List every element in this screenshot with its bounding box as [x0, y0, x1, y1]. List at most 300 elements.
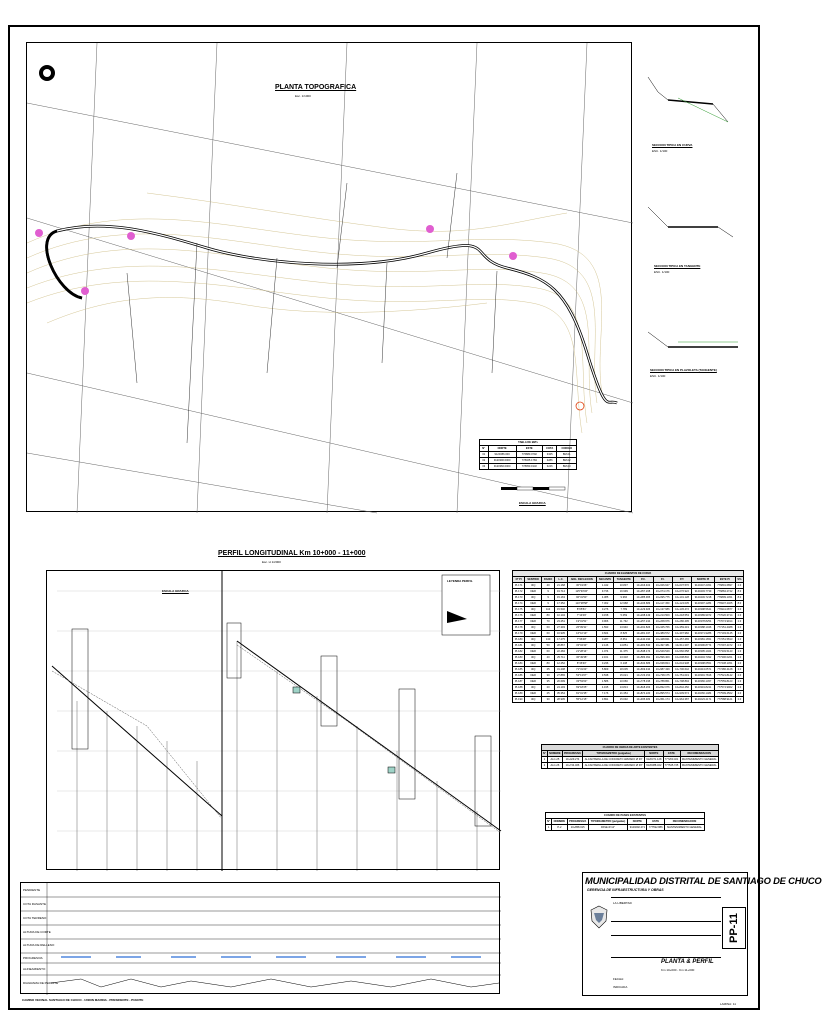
table-cell: 9120403.7739 [692, 589, 715, 595]
table-cell: 776884.2742 [714, 589, 735, 595]
table-cell: 10+137.686 [653, 607, 672, 613]
table-cell: DER [525, 601, 542, 607]
table-cell: 10+788.861 [653, 679, 672, 685]
table-cell: 9120371.128 [646, 758, 662, 761]
band-label: DIAGRAMA DE PERALTE [23, 981, 59, 985]
column-header: TIPO/DIAMETRO (pulgadas) [583, 751, 645, 757]
gerencia-name: GERENCIA DE INFRAESTRUCTURA Y OBRAS [587, 888, 664, 892]
table-cell: IZQ [525, 595, 542, 601]
column-header: NOMBRE [553, 820, 566, 823]
table-cell: 777559.8123 [714, 679, 735, 685]
section-curve-scale: ESC. 1/100 [652, 149, 668, 153]
table-cell: 11.375 [614, 649, 634, 655]
table-cell: 9120398.6551 [692, 661, 715, 667]
table-cell: 2.0 [735, 667, 743, 673]
table-cell: 125°30'06" [567, 589, 596, 595]
column-header: N° [547, 820, 551, 823]
column-header: NORTE [628, 819, 647, 825]
bands-drawing [21, 883, 501, 995]
table-cell: PASE Ø 12" [588, 825, 628, 831]
table-cell: 10+935.482 [634, 697, 653, 703]
table-cell: 10+596.409 [653, 655, 672, 661]
bm-header: N° [480, 446, 489, 452]
table-cell: 10+257.244 [634, 619, 653, 625]
table-cell: PI-183 [513, 655, 525, 661]
table-cell: 3.538 [596, 673, 614, 679]
table-cell: 0.966 [596, 619, 614, 625]
table-cell: 0.236 [596, 661, 614, 667]
table-cell: PI-187 [513, 679, 525, 685]
table-cell: 35 [542, 679, 555, 685]
table-cell: 1 [546, 825, 552, 831]
table-cell: P-2 [552, 825, 567, 831]
table-cell: IZQ [525, 607, 542, 613]
profile-title: PERFIL LONGITUDINAL Km 10+000 - 11+000 [218, 550, 366, 557]
table-cell: 21.354 [614, 691, 634, 697]
table-cell: 10+497.381 [653, 643, 672, 649]
table-cell: 10+145.472 [672, 607, 691, 613]
column-header: RADIO [542, 577, 555, 583]
table-cell: 10+213.509 [653, 613, 672, 619]
table-cell: 10+909.574 [672, 691, 691, 697]
table-cell: 10+124.035 [672, 601, 691, 607]
table-cell: 2.146 [596, 643, 614, 649]
table-cell: 2.0 [735, 583, 743, 589]
table-cell: 777438.1451 [714, 661, 735, 667]
table-cell: 1.586 [596, 679, 614, 685]
table-cell: 0.287 [596, 637, 614, 643]
table-cell: 21.168 [555, 583, 568, 589]
table-cell: 7.176 [596, 691, 614, 697]
table-cell: 9120319.8241 [692, 685, 715, 691]
table-cell: 776899.1451 [714, 595, 735, 601]
table-cell: 777074.9914 [714, 619, 735, 625]
table-cell: 10+389.572 [653, 631, 672, 637]
table-row: 03 9120360.0000 778950.1932 3246 BM-03 [480, 464, 577, 470]
table-cell: 777260.401 [664, 758, 679, 761]
table-cell: 10+738.175 [653, 673, 672, 679]
table-cell: 10+117.450 [653, 601, 672, 607]
table-cell: 33°53'03" [567, 679, 596, 685]
table-cell: 776907.2405 [714, 601, 735, 607]
plate-title: PLANTA & PERFIL [661, 959, 714, 965]
column-header: PROGRESIVA [563, 752, 582, 755]
table-cell: 2.0 [735, 649, 743, 655]
table-cell: 2.0 [735, 697, 743, 703]
table-cell: 16.999 [614, 589, 634, 595]
passes-table-title: CUADRO DE PASES EXISTENTES [546, 813, 705, 819]
bm-header: NORTE [488, 446, 516, 452]
table-cell: 10+700.642 [672, 667, 691, 673]
table-cell: 2.0 [735, 643, 743, 649]
table-cell: 20 [542, 685, 555, 691]
date-label: FECHA: [613, 977, 625, 981]
table-cell: 9 [542, 589, 555, 595]
table-cell: 7°36'48" [567, 637, 596, 643]
table-cell: 10+669.434 [634, 667, 653, 673]
table-cell: 9120366.1457 [692, 679, 715, 685]
band-label: COTA TERRENO [23, 916, 47, 920]
table-cell: MANTENIMIENTO GENERAL [665, 825, 705, 831]
table-cell: PI-171 [513, 583, 525, 589]
table-cell: 8°05'51" [567, 607, 596, 613]
section-plazoleta-label: SECCION TIPICA EN PLAZOLETA (TANGENTE) [650, 368, 717, 372]
table-cell: 40 [542, 583, 555, 589]
column-header: P.I. [653, 577, 672, 583]
table-cell: PI-190 [513, 697, 525, 703]
table-cell: PI-185 [513, 667, 525, 673]
table-cell: 2.0 [735, 655, 743, 661]
table-cell: 14.851 [614, 643, 634, 649]
table-cell: 53°13'07" [567, 673, 596, 679]
table-cell: 10+095.775 [653, 595, 672, 601]
table-cell: 9 [542, 601, 555, 607]
column-header: ANG. DEFLEXION [567, 577, 596, 583]
column-header: NORTE PI [692, 577, 715, 583]
table-cell: IZQ [525, 685, 542, 691]
table-cell: 1.442 [596, 583, 614, 589]
table-cell: 9120397.1284 [692, 601, 715, 607]
table-cell: 10+074.176 [653, 589, 672, 595]
table-cell: PI-180 [513, 637, 525, 643]
table-cell: 10+858.015 [567, 825, 588, 831]
table-cell: 80 [542, 661, 555, 667]
column-header: RECOMENDACION [680, 751, 718, 757]
table-cell: 10+106.683 [634, 601, 653, 607]
column-header: ESTE [663, 751, 680, 757]
existing-passes-table [545, 812, 705, 831]
table-cell: 2.0 [735, 691, 743, 697]
section-curve-label: SECCION TIPICA EN CURVA [652, 143, 693, 147]
curves-table-title: CUADRO DE ELEMENTOS DE CURVA [513, 571, 744, 577]
table-cell: 2.0 [735, 679, 743, 685]
column-header: ESTE PI [714, 577, 735, 583]
table-cell: 1.074 [596, 649, 614, 655]
column-header: P.C. [634, 577, 653, 583]
table-cell: 9.966 [614, 595, 634, 601]
table-cell: 22.484 [555, 649, 568, 655]
table-cell: 9120388.1046 [692, 625, 715, 631]
table-cell: 10+359.219 [672, 625, 691, 631]
table-cell: DER [525, 679, 542, 685]
table-cell: 25 [542, 667, 555, 673]
table-cell: 9120404.7392 [692, 655, 715, 661]
table-cell: 17.275 [555, 637, 568, 643]
table-cell: 10+549.549 [653, 649, 672, 655]
table-cell: 33°04'43" [567, 643, 596, 649]
table-cell: 10+268.976 [653, 619, 672, 625]
bm-header: CODIGO [557, 446, 577, 452]
table-cell: 30 [542, 697, 555, 703]
table-cell: 777521.8142 [714, 673, 735, 679]
table-cell: 8.0 [735, 589, 743, 595]
table-row [513, 697, 744, 703]
table-cell: 15.163 [555, 595, 568, 601]
table-cell: 20.699 [555, 679, 568, 685]
table-cell: 2.0 [735, 607, 743, 613]
table-cell: 24.193 [555, 685, 568, 691]
table-cell: 80 [542, 613, 555, 619]
table-cell: PI-173 [513, 595, 525, 601]
scale-value: INDICADA [613, 985, 628, 989]
table-cell: 2.0 [735, 625, 743, 631]
profile-legend-title: LEYENDA PERFIL [447, 579, 473, 583]
plan-scale-bar-label: ESCALA GRAFICA [519, 501, 546, 505]
table-cell: 10+085.965 [634, 595, 653, 601]
table-cell: 110°28'58" [567, 601, 596, 607]
table-cell: 10+345.766 [653, 625, 672, 631]
table-cell: 777151.4488 [714, 625, 735, 631]
profile-view [46, 570, 500, 870]
table-cell: 2.161 [596, 655, 614, 661]
table-cell: 9120378.8254 [692, 619, 715, 625]
table-cell: 10+751.019 [672, 673, 691, 679]
bm-header: ESTE [516, 446, 542, 452]
table-cell: 1 [542, 757, 548, 763]
table-cell: 10+016.402 [634, 583, 653, 589]
table-cell: PI-172 [513, 589, 525, 595]
table-cell: 10+429.274 [562, 757, 582, 763]
table-cell: PI-177 [513, 619, 525, 625]
table-cell: ALC-26 [548, 763, 563, 769]
table-cell: IZQ [525, 643, 542, 649]
table-cell: 96°31'50" [567, 595, 596, 601]
table-cell: 130 [542, 637, 555, 643]
table-row: 01 9120456.000 776880.0792 3325 BM-01 [480, 452, 577, 458]
table-cell: 28.867 [555, 643, 568, 649]
section-plazoleta-scale: ESC. 1/100 [650, 374, 666, 378]
table-cell: 69°18'25" [567, 685, 596, 691]
table-cell: 776891.6897 [714, 583, 735, 589]
location: LA LIBERTAD [613, 901, 632, 905]
table-cell: 10.666 [614, 679, 634, 685]
table-cell: 16.935 [555, 631, 568, 637]
table-cell: 10+037.570 [672, 583, 691, 589]
table-cell: 28.905 [555, 697, 568, 703]
table-cell: IZQ [525, 637, 542, 643]
sections-drawing [638, 42, 748, 422]
table-cell: 15.021 [614, 673, 634, 679]
table-cell: 8.525 [614, 631, 634, 637]
plan-scale-bar [501, 487, 581, 497]
table-cell: DER [525, 673, 542, 679]
table-cell: 10+057.208 [634, 589, 653, 595]
table-cell: 2.0 [735, 685, 743, 691]
table-cell: 10+457.465 [672, 637, 691, 643]
table-cell: PI-175 [513, 607, 525, 613]
table-cell: 10.837 [614, 583, 634, 589]
table-cell: 9120388.322 [646, 764, 662, 767]
table-cell: 81°01'35" [567, 691, 596, 697]
table-cell: 23.251 [555, 619, 568, 625]
table-cell: PI-176 [513, 613, 525, 619]
band-label: ALTURA DE CORTE [23, 930, 51, 934]
table-cell: 2.0 [735, 673, 743, 679]
bm-table [479, 439, 577, 470]
table-cell: 10+818.263 [634, 685, 653, 691]
column-header: TANGENTE [614, 577, 634, 583]
table-cell: 10+381.047 [634, 631, 653, 637]
table-cell: ALCANTARILLA DE CONCRETO ARMADO Ø 36" [584, 764, 643, 767]
table-cell: 60 [542, 625, 555, 631]
table-cell: 27.865 [555, 673, 568, 679]
table-cell: DER [525, 613, 542, 619]
table-cell: 10+208.449 [634, 613, 653, 619]
table-cell: 0.158 [596, 613, 614, 619]
table-cell: 7.789 [614, 607, 634, 613]
table-cell: PI-182 [513, 649, 525, 655]
footer-project-name: CAMINO VECINAL SANTIAGO DE CHUCO - UNION MARINA - PRESIDENTE - PUENTE [22, 998, 144, 1002]
band-label: COTA RASANTE [23, 902, 46, 906]
table-cell: 9 [542, 595, 555, 601]
table-cell: 25 [542, 691, 555, 697]
table-cell: 13.318 [614, 655, 634, 661]
table-cell: 10+842.456 [672, 685, 691, 691]
table-cell: 16°10'19" [567, 631, 596, 637]
table-cell: 13.813 [614, 685, 634, 691]
table-cell: IZQ [525, 697, 542, 703]
profile-scale: Esc. H 1/2000 [262, 560, 281, 564]
table-cell: 10+687.439 [653, 667, 672, 673]
table-cell: 110 [542, 607, 555, 613]
table-cell: 10+583.091 [634, 655, 653, 661]
table-cell: 10+951.174 [653, 697, 672, 703]
table-cell: 3.891 [596, 697, 614, 703]
table-cell: 10+964.387 [672, 697, 691, 703]
table-cell: 10+778.195 [634, 679, 653, 685]
table-cell: PI-178 [513, 625, 525, 631]
table-cell: 10+832.076 [653, 685, 672, 691]
table-cell: 10+511.397 [672, 643, 691, 649]
table-cell: 10+874.220 [634, 691, 653, 697]
table-cell: 2.0 [735, 631, 743, 637]
table-cell: PI-189 [513, 691, 525, 697]
table-cell: 1.593 [596, 625, 614, 631]
table-cell: 13.940 [614, 625, 634, 631]
band-label: ALINEAMIENTO [23, 967, 46, 971]
table-cell: 10+538.174 [634, 649, 653, 655]
column-header: S% [735, 577, 743, 583]
table-cell: 8.651 [614, 637, 634, 643]
table-cell: 5.059 [614, 613, 634, 619]
table-cell: MANTENIMIENTO GENERAL [681, 758, 717, 761]
table-cell: 9120292.271 [629, 826, 645, 829]
table-cell: 4.385 [596, 595, 614, 601]
table-cell: 9120396.8774 [692, 643, 715, 649]
works-table-title: CUADRO DE OBRAS DE ARTE EXISTENTES [542, 745, 719, 751]
column-header: NORTE [645, 751, 663, 757]
table-cell: 70 [542, 619, 555, 625]
table-cell: 777396.0261 [714, 655, 735, 661]
table-cell: 12.968 [614, 601, 634, 607]
table-cell: 26°09'31" [567, 625, 596, 631]
column-header: N° [543, 752, 546, 755]
column-header: RECOMENDACION [665, 819, 705, 825]
table-cell: 30°19'26" [567, 583, 596, 589]
table-cell: 10+608.802 [672, 655, 691, 661]
table-cell: DER [525, 691, 542, 697]
table-cell: 15.692 [614, 697, 634, 703]
band-label: PROGRESIVA [23, 956, 43, 960]
table-cell: 10+895.574 [653, 691, 672, 697]
table-cell: 0.604 [596, 631, 614, 637]
table-cell: 777251.5813 [714, 637, 735, 643]
profile-legend-box [442, 575, 490, 635]
bm-table-title: TABLA DE BM's [480, 440, 577, 446]
table-cell: 9120381.1651 [692, 637, 715, 643]
footer-sheet: LAMINA: 11 [720, 1002, 736, 1006]
table-cell: DER [525, 631, 542, 637]
table-cell: 10+440.190 [634, 637, 653, 643]
table-cell: 777486.4128 [714, 667, 735, 673]
table-cell: 50 [542, 643, 555, 649]
table-cell: 17.352 [555, 601, 568, 607]
bm-header: COTA [542, 446, 557, 452]
table-cell: 10+723.154 [634, 673, 653, 679]
table-cell: 27.393 [555, 625, 568, 631]
section-tangent-label: SECCION TIPICA EN TANGENTE [654, 264, 701, 268]
table-cell: 10+744.466 [562, 763, 582, 769]
title-block [582, 872, 822, 996]
table-cell: 11.732 [614, 619, 634, 625]
table-cell: 15.546 [555, 607, 568, 613]
table-cell: 9120449.7218 [692, 595, 715, 601]
table-cell: 777574.9962 [714, 685, 735, 691]
table-cell: 60 [542, 631, 555, 637]
table-cell: 10+101.128 [672, 595, 691, 601]
table-cell: 10+482.530 [634, 643, 653, 649]
column-header: NOMBRE [549, 752, 561, 755]
table-cell: 9.736 [596, 589, 614, 595]
table-cell: 10+076.922 [672, 589, 691, 595]
table-cell: 40 [542, 655, 555, 661]
table-cell: 18.005 [614, 667, 634, 673]
profile-scale-bar-label: ESCALA GRAFICA [162, 589, 189, 593]
table-cell: 777193.6145 [714, 631, 735, 637]
plan-view [26, 42, 632, 512]
table-cell: IZQ [525, 655, 542, 661]
table-cell: 35.354 [555, 691, 568, 697]
table-cell: 9120391.7816 [692, 673, 715, 679]
table-cell: 2.0 [735, 619, 743, 625]
table-cell: 10+632.686 [634, 661, 653, 667]
column-header: SENTIDO [525, 577, 542, 583]
table-cell: 2.0 [735, 661, 743, 667]
table-cell: 2 [542, 763, 548, 769]
table-cell: 776941.0877 [714, 607, 735, 613]
table-cell: 4.195 [596, 685, 614, 691]
table-cell: DER [525, 649, 542, 655]
column-header: Nº PI [513, 577, 525, 583]
table-cell: DER [525, 589, 542, 595]
table-cell: ALCANTARILLA DE CONCRETO ARMADO Ø 36" [584, 758, 643, 761]
table-cell: 0.276 [596, 607, 614, 613]
table-cell: 9120371.9286 [692, 631, 715, 637]
table-row: 02 9120390.0000 778465.1784 3286 BM-02 [480, 458, 577, 464]
table-cell: 10+331.826 [634, 625, 653, 631]
column-header: TIPO/DIAMETRO (pulgadas) [588, 819, 628, 825]
table-cell: PI-179 [513, 631, 525, 637]
table-cell: PI-174 [513, 601, 525, 607]
table-cell: 8°46'30" [567, 661, 596, 667]
sheet-number: PP-11 [722, 907, 746, 949]
table-cell: PI-186 [513, 673, 525, 679]
table-cell: 6.138 [614, 661, 634, 667]
table-cell: DER [525, 619, 542, 625]
table-cell: 10+644.938 [672, 661, 691, 667]
table-cell: IZQ [525, 625, 542, 631]
table-cell: 55°12'15" [567, 697, 596, 703]
